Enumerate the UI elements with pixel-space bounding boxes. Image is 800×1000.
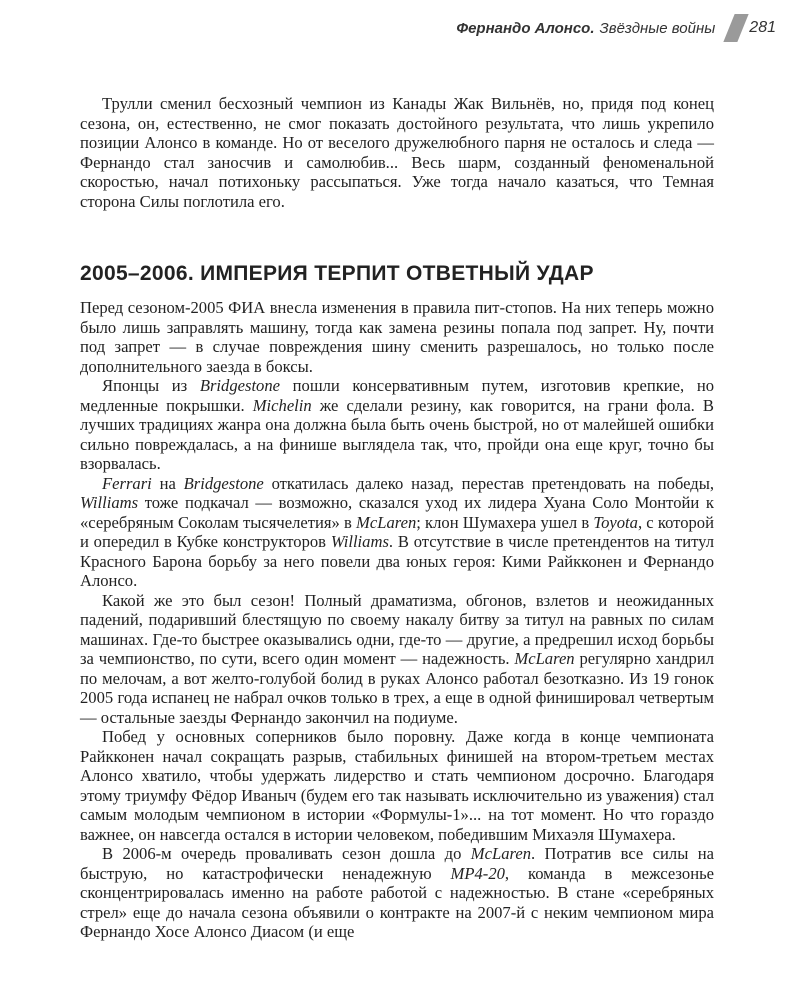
paragraph-text: Трулли сменил бесхозный чемпион из Канады Жак Вильнёв, но, придя под конец сезона, он, естественно, не смог показать достойного результата, что лишь укрепило позиции Алонсо в команде. Но от веселого дружелюбного парня не осталось и следа — Фернандо стал заносчив и самолюбив... Весь шарм, созданный феноменальной скоростью, начал потихоньку рассыпаться. Уже тогда начало казаться, что Темная сторона Силы поглотила его. [80, 94, 714, 211]
intro-text-block [80, 94, 714, 211]
brand-name: Toyota [593, 512, 638, 532]
brand-name: Michelin [252, 395, 312, 415]
paragraph-text: же сделали резину, как говорится, на грани фола. В лучших традициях жанра она должна была быть очень быстрой, но от малейшей ошибки сильно повреждалась, а на финише выглядела так, что, пройди она еще круг, точно бы взорвалась. [80, 395, 714, 473]
car-model-name: MP4-20 [450, 863, 505, 883]
page-number: 281 [749, 19, 776, 36]
running-header-author: Фернандо Алонсо. [456, 19, 595, 37]
paragraph [80, 94, 714, 211]
paragraph-text: на [151, 473, 184, 493]
page-number-slash-decoration [724, 14, 749, 42]
brand-name: McLaren [356, 512, 417, 532]
paragraph [80, 474, 714, 591]
brand-name: McLaren [514, 649, 575, 668]
paragraph [80, 591, 714, 728]
paragraph-text: . Потратив все силы на быструю, но катастрофически ненадежную [80, 844, 714, 883]
brand-name: Bridgestone [183, 473, 264, 493]
section-heading: 2005–2006. ИМПЕРИЯ ТЕРПИТ ОТВЕТНЫЙ УДАР [80, 262, 594, 285]
paragraph-text: Какой же это был сезон! Полный драматизма, обгонов, взлетов и неожиданных падений, подаривший блестящую по своему накалу битву за титул на равных по силам машинах. Где-то быстрее оказывались одни, где-то — другие, а предрешил исход борьбы за чемпионство, по сути, всего один момент — надежность. [80, 590, 714, 668]
section-body [80, 298, 714, 942]
paragraph [80, 844, 714, 942]
paragraph-text: ; клон Шумахера ушел в [416, 512, 594, 532]
paragraph [80, 298, 714, 376]
paragraph-text: Перед сезоном-2005 ФИА внесла изменения в правила пит-стопов. На них теперь можно было лишь заправлять машину, тогда как замена резины попала под запрет. Ну, почти под запрет — в случае повреждения шину сменить разрешалось, но только после дополнительного заезда в боксы. [80, 298, 714, 376]
running-header [456, 14, 776, 42]
brand-name: Bridgestone [199, 376, 281, 395]
paragraph [80, 727, 714, 844]
paragraph-text: В 2006-м очередь проваливать сезон дошла до [102, 844, 471, 863]
paragraph-text: тоже подкачал — возможно, сказался уход их лидера Хуана Соло Монтойи к «серебряным Соколам тысячелетия» в [80, 493, 714, 532]
brand-name: Ferrari [102, 473, 152, 493]
brand-name: McLaren [470, 844, 531, 863]
brand-name: Williams [330, 532, 389, 551]
paragraph-text: пошли консервативным путем, изготовив крепкие, но медленные покрышки. [80, 376, 714, 415]
paragraph [80, 376, 714, 474]
running-header-title: Звёздные войны [599, 19, 716, 37]
paragraph-text: регулярно хандрил по мелочам, а вот желто-голубой болид в руках Алонсо работал безотказно. Из 19 гонок 2005 года испанец не набрал очков только в трех, а еще в одной финишировал четвертым — остальные заезды Фернандо закончил на подиуме. [80, 649, 714, 727]
paragraph-text: . В отсутствие в числе претендентов на титул Красного Барона борьбу за него повели два юных героя: Кими Райкконен и Фернандо Алонсо. [80, 532, 715, 590]
paragraph-text: , с которой и опередил в Кубке конструкторов [80, 512, 714, 551]
brand-name: Williams [80, 493, 139, 512]
paragraph-text: Побед у основных соперников было поровну. Даже когда в конце чемпионата Райкконен начал сокращать разрыв, стабильных финишей на втором-третьем местах Алонсо хватило, чтобы удержать лидерство и стать чемпионом досрочно. Благодаря этому триумфу Фёдор Иваныч (будем его так называть исключительно из уважения) стал самым молодым чемпионом в истории «Формулы-1»... на тот момент. Но что гораздо важнее, он навсегда остался в истории человеком, победившим Михаэля Шумахера. [80, 727, 714, 844]
paragraph-text: Японцы из [102, 376, 200, 395]
paragraph-text: откатилась далеко назад, перестав претендовать на победы, [263, 473, 714, 493]
paragraph-text: , команда в межсезонье сконцентрировалась именно на работе работой с надежностью. В стане «серебряных стрел» еще до начала сезона объявили о контракте на 2007-й с неким чемпионом мира Фернандо Хосе Алонсо Диасом (и еще [80, 863, 715, 941]
